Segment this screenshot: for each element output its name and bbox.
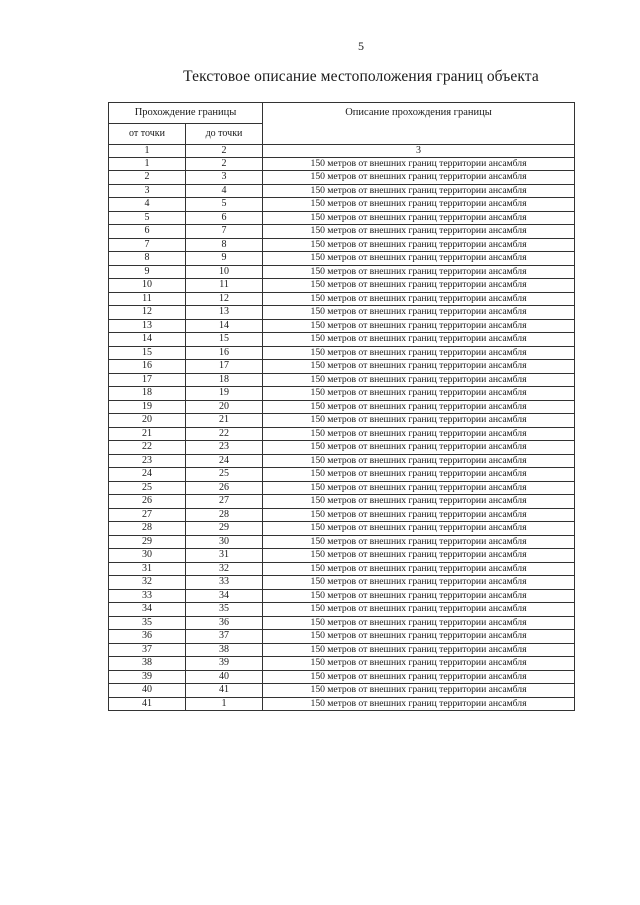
- description-cell: 150 метров от внешних границ территории ансамбля: [263, 211, 575, 225]
- column-number: 3: [263, 145, 575, 158]
- description-cell: 150 метров от внешних границ территории ансамбля: [263, 589, 575, 603]
- from-point-cell: 7: [109, 238, 186, 252]
- to-point-cell: 6: [186, 211, 263, 225]
- description-cell: 150 метров от внешних границ территории ансамбля: [263, 576, 575, 590]
- to-point-cell: 18: [186, 373, 263, 387]
- to-point-cell: 41: [186, 684, 263, 698]
- to-point-cell: 9: [186, 252, 263, 266]
- table-row: [109, 171, 575, 185]
- to-point-cell: 33: [186, 576, 263, 590]
- to-point-cell: 28: [186, 508, 263, 522]
- description-cell: 150 метров от внешних границ территории ансамбля: [263, 481, 575, 495]
- description-cell: 150 метров от внешних границ территории ансамбля: [263, 157, 575, 171]
- to-point-cell: 11: [186, 279, 263, 293]
- table-row: [109, 427, 575, 441]
- table-row: [109, 522, 575, 536]
- from-point-cell: 28: [109, 522, 186, 536]
- description-cell: 150 метров от внешних границ территории ансамбля: [263, 171, 575, 185]
- to-point-cell: 26: [186, 481, 263, 495]
- from-point-cell: 5: [109, 211, 186, 225]
- from-point-cell: 30: [109, 549, 186, 563]
- table-row: [109, 333, 575, 347]
- to-point-cell: 20: [186, 400, 263, 414]
- from-point-cell: 13: [109, 319, 186, 333]
- to-point-cell: 29: [186, 522, 263, 536]
- description-cell: 150 метров от внешних границ территории ансамбля: [263, 427, 575, 441]
- table-row: [109, 535, 575, 549]
- table-row: [109, 697, 575, 711]
- description-cell: 150 метров от внешних границ территории ансамбля: [263, 522, 575, 536]
- from-point-cell: 27: [109, 508, 186, 522]
- from-point-cell: 22: [109, 441, 186, 455]
- description-cell: 150 метров от внешних границ территории ансамбля: [263, 373, 575, 387]
- description-cell: 150 метров от внешних границ территории ансамбля: [263, 697, 575, 711]
- to-point-cell: 13: [186, 306, 263, 320]
- from-point-cell: 35: [109, 616, 186, 630]
- description-cell: 150 метров от внешних границ территории ансамбля: [263, 670, 575, 684]
- from-point-cell: 32: [109, 576, 186, 590]
- description-cell: 150 метров от внешних границ территории ансамбля: [263, 535, 575, 549]
- table-body: [109, 157, 575, 711]
- description-cell: 150 метров от внешних границ территории ансамбля: [263, 292, 575, 306]
- from-point-cell: 18: [109, 387, 186, 401]
- from-point-cell: 6: [109, 225, 186, 239]
- to-point-cell: 32: [186, 562, 263, 576]
- from-point-cell: 23: [109, 454, 186, 468]
- description-cell: 150 метров от внешних границ территории ансамбля: [263, 643, 575, 657]
- from-point-cell: 34: [109, 603, 186, 617]
- description-cell: 150 метров от внешних границ территории ансамбля: [263, 454, 575, 468]
- table-row: [109, 670, 575, 684]
- to-point-cell: 19: [186, 387, 263, 401]
- table-row: [109, 225, 575, 239]
- from-point-cell: 16: [109, 360, 186, 374]
- to-point-cell: 36: [186, 616, 263, 630]
- from-point-cell: 1: [109, 157, 186, 171]
- from-point-cell: 19: [109, 400, 186, 414]
- from-point-cell: 33: [109, 589, 186, 603]
- description-cell: 150 метров от внешних границ территории ансамбля: [263, 279, 575, 293]
- table-row: [109, 373, 575, 387]
- to-point-cell: 38: [186, 643, 263, 657]
- table-row: [109, 589, 575, 603]
- description-cell: 150 метров от внешних границ территории ансамбля: [263, 400, 575, 414]
- table-row: [109, 346, 575, 360]
- table-row: [109, 306, 575, 320]
- table-row: [109, 603, 575, 617]
- description-cell: 150 метров от внешних границ территории ансамбля: [263, 630, 575, 644]
- table-row: [109, 157, 575, 171]
- description-cell: 150 метров от внешних границ территории ансамбля: [263, 495, 575, 509]
- from-point-cell: 25: [109, 481, 186, 495]
- from-point-cell: 24: [109, 468, 186, 482]
- description-cell: 150 метров от внешних границ территории ансамбля: [263, 238, 575, 252]
- to-point-cell: 34: [186, 589, 263, 603]
- to-point-cell: 22: [186, 427, 263, 441]
- to-point-cell: 23: [186, 441, 263, 455]
- to-point-cell: 7: [186, 225, 263, 239]
- from-point-cell: 39: [109, 670, 186, 684]
- table-row: [109, 252, 575, 266]
- table-row: [109, 657, 575, 671]
- boundary-table: [108, 102, 575, 711]
- table-row: [109, 238, 575, 252]
- table-row: [109, 549, 575, 563]
- from-point-cell: 29: [109, 535, 186, 549]
- column-number-row: [109, 145, 575, 158]
- table-row: [109, 198, 575, 212]
- table-row: [109, 414, 575, 428]
- header-to-point: до точки: [186, 124, 263, 145]
- from-point-cell: 26: [109, 495, 186, 509]
- table-row: [109, 319, 575, 333]
- to-point-cell: 1: [186, 697, 263, 711]
- to-point-cell: 39: [186, 657, 263, 671]
- to-point-cell: 40: [186, 670, 263, 684]
- table-row: [109, 279, 575, 293]
- table-row: [109, 387, 575, 401]
- from-point-cell: 37: [109, 643, 186, 657]
- description-cell: 150 метров от внешних границ территории ансамбля: [263, 184, 575, 198]
- document-title: Текстовое описание местоположения границ объекта: [183, 68, 539, 85]
- to-point-cell: 15: [186, 333, 263, 347]
- description-cell: 150 метров от внешних границ территории ансамбля: [263, 198, 575, 212]
- to-point-cell: 30: [186, 535, 263, 549]
- table-row: [109, 292, 575, 306]
- from-point-cell: 17: [109, 373, 186, 387]
- table-row: [109, 630, 575, 644]
- description-cell: 150 метров от внешних границ территории ансамбля: [263, 684, 575, 698]
- description-cell: 150 метров от внешних границ территории ансамбля: [263, 225, 575, 239]
- to-point-cell: 27: [186, 495, 263, 509]
- description-cell: 150 метров от внешних границ территории ансамбля: [263, 562, 575, 576]
- table-row: [109, 684, 575, 698]
- column-number: 1: [109, 145, 186, 158]
- description-cell: 150 метров от внешних границ территории ансамбля: [263, 306, 575, 320]
- table-header-row: [109, 103, 575, 124]
- from-point-cell: 11: [109, 292, 186, 306]
- table-row: [109, 468, 575, 482]
- from-point-cell: 3: [109, 184, 186, 198]
- header-boundary-passage: Прохождение границы: [109, 103, 263, 124]
- header-from-point: от точки: [109, 124, 186, 145]
- from-point-cell: 41: [109, 697, 186, 711]
- table-row: [109, 576, 575, 590]
- to-point-cell: 21: [186, 414, 263, 428]
- to-point-cell: 37: [186, 630, 263, 644]
- description-cell: 150 метров от внешних границ территории ансамбля: [263, 360, 575, 374]
- description-cell: 150 метров от внешних границ территории ансамбля: [263, 603, 575, 617]
- from-point-cell: 31: [109, 562, 186, 576]
- page-number: 5: [358, 39, 364, 53]
- from-point-cell: 14: [109, 333, 186, 347]
- from-point-cell: 21: [109, 427, 186, 441]
- description-cell: 150 метров от внешних границ территории ансамбля: [263, 616, 575, 630]
- to-point-cell: 4: [186, 184, 263, 198]
- to-point-cell: 5: [186, 198, 263, 212]
- description-cell: 150 метров от внешних границ территории ансамбля: [263, 657, 575, 671]
- to-point-cell: 2: [186, 157, 263, 171]
- description-cell: 150 метров от внешних границ территории ансамбля: [263, 508, 575, 522]
- to-point-cell: 31: [186, 549, 263, 563]
- header-boundary-description: Описание прохождения границы: [263, 103, 575, 145]
- from-point-cell: 12: [109, 306, 186, 320]
- from-point-cell: 20: [109, 414, 186, 428]
- description-cell: 150 метров от внешних границ территории ансамбля: [263, 387, 575, 401]
- from-point-cell: 9: [109, 265, 186, 279]
- to-point-cell: 3: [186, 171, 263, 185]
- description-cell: 150 метров от внешних границ территории ансамбля: [263, 252, 575, 266]
- description-cell: 150 метров от внешних границ территории ансамбля: [263, 333, 575, 347]
- table-row: [109, 616, 575, 630]
- table-row: [109, 643, 575, 657]
- to-point-cell: 10: [186, 265, 263, 279]
- to-point-cell: 14: [186, 319, 263, 333]
- from-point-cell: 4: [109, 198, 186, 212]
- column-number: 2: [186, 145, 263, 158]
- from-point-cell: 2: [109, 171, 186, 185]
- description-cell: 150 метров от внешних границ территории ансамбля: [263, 468, 575, 482]
- from-point-cell: 15: [109, 346, 186, 360]
- from-point-cell: 38: [109, 657, 186, 671]
- description-cell: 150 метров от внешних границ территории ансамбля: [263, 549, 575, 563]
- from-point-cell: 8: [109, 252, 186, 266]
- table-row: [109, 184, 575, 198]
- description-cell: 150 метров от внешних границ территории ансамбля: [263, 346, 575, 360]
- description-cell: 150 метров от внешних границ территории ансамбля: [263, 414, 575, 428]
- to-point-cell: 16: [186, 346, 263, 360]
- to-point-cell: 25: [186, 468, 263, 482]
- table-row: [109, 508, 575, 522]
- table-row: [109, 481, 575, 495]
- from-point-cell: 10: [109, 279, 186, 293]
- to-point-cell: 35: [186, 603, 263, 617]
- table-row: [109, 360, 575, 374]
- description-cell: 150 метров от внешних границ территории ансамбля: [263, 319, 575, 333]
- table-row: [109, 265, 575, 279]
- from-point-cell: 36: [109, 630, 186, 644]
- table-row: [109, 495, 575, 509]
- to-point-cell: 24: [186, 454, 263, 468]
- to-point-cell: 8: [186, 238, 263, 252]
- to-point-cell: 12: [186, 292, 263, 306]
- table-row: [109, 454, 575, 468]
- table-row: [109, 211, 575, 225]
- table-row: [109, 441, 575, 455]
- to-point-cell: 17: [186, 360, 263, 374]
- from-point-cell: 40: [109, 684, 186, 698]
- table-row: [109, 562, 575, 576]
- table-row: [109, 400, 575, 414]
- description-cell: 150 метров от внешних границ территории ансамбля: [263, 265, 575, 279]
- description-cell: 150 метров от внешних границ территории ансамбля: [263, 441, 575, 455]
